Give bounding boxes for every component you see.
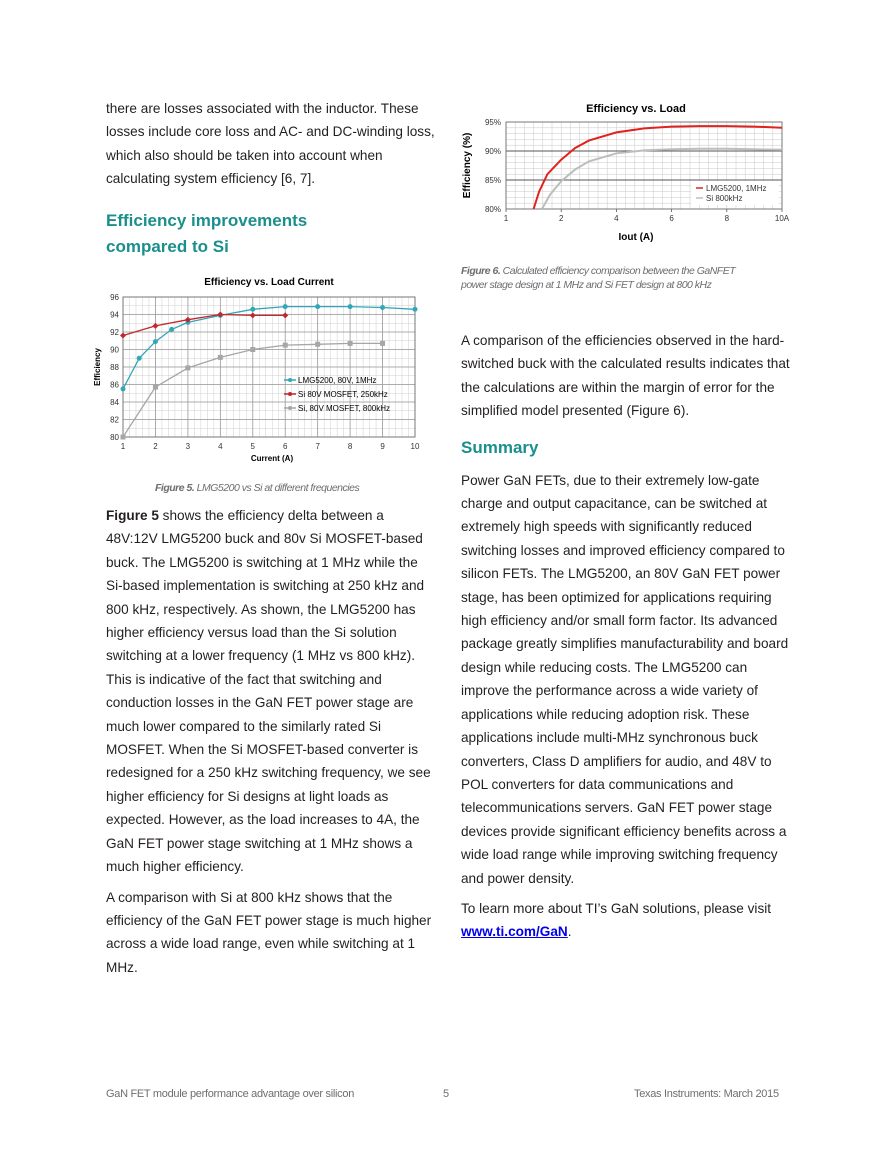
- y-tick-label: 80%: [484, 205, 501, 214]
- footer-title: GaN FET module performance advantage over silicon: [106, 1088, 355, 1100]
- data-point: [315, 304, 320, 309]
- y-tick-label: 90: [110, 345, 119, 355]
- y-tick-label: 82: [110, 415, 119, 425]
- data-point: [283, 304, 288, 309]
- data-point: [153, 339, 158, 344]
- legend-marker: [288, 392, 292, 396]
- y-tick-label: 90%: [484, 147, 501, 156]
- data-point: [120, 333, 126, 339]
- legend-marker: [288, 378, 292, 382]
- x-tick-label: 3: [185, 442, 191, 451]
- legend-label: Si 800kHz: [706, 194, 743, 203]
- ti-gan-link[interactable]: www.ti.com/GaN: [461, 924, 568, 940]
- figure-6-caption-label: Figure 6.: [461, 265, 501, 277]
- paragraph-figure5-discussion: [106, 504, 436, 879]
- x-axis-label: Current (A): [250, 454, 294, 463]
- y-tick-label: 88: [110, 363, 119, 372]
- x-axis-label: Iout (A): [618, 232, 654, 243]
- x-tick-label: 10: [410, 442, 420, 451]
- y-tick-label: 80: [110, 433, 119, 442]
- x-tick-label: 6: [669, 214, 674, 223]
- x-tick-label: 1: [120, 442, 126, 451]
- heading-line-2: compared to Si: [106, 236, 229, 256]
- paragraph-comparison: A comparison of the efficiencies observed in the hard-switched buck with the calculated results indicates that the calculations are within the margin of error for the simplified model presented (Figure 6).: [461, 333, 790, 419]
- footer-page-number: 5: [443, 1088, 449, 1100]
- x-tick-label: 4: [614, 214, 619, 223]
- data-point: [185, 365, 190, 370]
- x-tick-label: 1: [503, 214, 509, 223]
- legend-label: Si 80V MOSFET, 250kHz: [298, 390, 388, 399]
- x-tick-label: 9: [380, 442, 385, 451]
- x-tick-label: 5: [250, 442, 256, 451]
- x-tick-label: 7: [315, 442, 320, 451]
- paragraph-losses: there are losses associated with the inductor. These losses include core loss and AC- and DC-winding loss, which also should be taken into account when calculating system efficiency [6, 7].: [106, 101, 435, 187]
- data-point: [315, 342, 320, 347]
- figure-5-caption: [155, 482, 359, 494]
- data-point: [283, 343, 288, 348]
- x-tick-label: 8: [724, 214, 730, 223]
- figure-5-caption-label: Figure 5.: [155, 482, 195, 494]
- x-tick-label: 4: [218, 442, 223, 451]
- heading-line-1: Efficiency improvements: [106, 210, 308, 230]
- data-point: [169, 327, 174, 332]
- data-point: [413, 307, 418, 312]
- y-tick-label: 94: [110, 310, 119, 320]
- data-point: [380, 305, 385, 310]
- data-point: [348, 341, 353, 346]
- figure-6-chart: [458, 98, 798, 248]
- chart-title: Efficiency vs. Load: [586, 103, 686, 115]
- left-column: [106, 97, 436, 260]
- data-point: [250, 307, 255, 312]
- legend-marker: [288, 406, 292, 410]
- x-tick-label: 2: [558, 214, 564, 223]
- y-tick-label: 84: [110, 398, 119, 407]
- section-heading-efficiency: [106, 208, 436, 260]
- learn-more-text: To learn more about TI’s GaN solutions, please visit: [461, 900, 772, 916]
- figure-6-caption-line-1: Calculated efficiency comparison between the GaNFET: [500, 265, 736, 277]
- y-axis-label: Efficiency: [93, 348, 102, 386]
- paragraph-summary: Power GaN FETs, due to their extremely low-gate charge and output capacitance, can be switched at extremely high speeds with significantly reduced switching losses and improved efficiency compared to silicon FETs. The LMG5200, an 80V GaN FET power stage, has been optimized for applications requiring high efficiency and/or small form factor. Its advanced package greatly simplifies manufacturability and board design while reducing costs. The LMG5200 can improve the performance across a wide variety of applications while reducing adoption risk. These applications include multi-MHz synchronous buck converters, Class D amplifiers for audio, and 48V to POL converters for data communications and telecommunications servers. GaN FET power stage devices provide significant efficiency benefits across a wide load range while improving switching frequency and power density.: [461, 472, 789, 886]
- figure-5-caption-text: LMG5200 vs Si at different frequencies: [194, 482, 360, 494]
- paragraph-si-comparison: A comparison with Si at 800 kHz shows that the efficiency of the GaN FET power stage is much higher across a wide load range, even while switching at 1 MHz.: [106, 889, 432, 975]
- y-tick-label: 96: [110, 293, 119, 302]
- legend-label: Si, 80V MOSFET, 800kHz: [298, 404, 391, 413]
- data-point: [137, 356, 142, 361]
- y-tick-label: 86: [110, 380, 119, 390]
- figure-6-caption: [461, 264, 735, 292]
- chart-title: Efficiency vs. Load Current: [204, 277, 334, 288]
- data-point: [250, 347, 255, 352]
- legend-label: LMG5200, 1MHz: [706, 184, 767, 193]
- y-axis-label: Efficiency (%): [462, 132, 473, 199]
- data-point: [282, 312, 288, 318]
- x-tick-label: 10A: [774, 214, 790, 223]
- paragraph-figure5-text: shows the efficiency delta between a 48V:12V LMG5200 buck and 80v Si MOSFET-based buck. The LMG5200 is switching at 1 MHz while the Si-based implementation is switching at 250 kHz and 800 kHz, respectively. As shown, the LMG5200 has higher efficiency versus load than the Si solution switching at a lower frequency (1 MHz vs 800 kHz). This is indicative of the fact that switching and conduction losses in the GaN FET power stage are much lower compared to the similarly rated Si MOSFET. When the Si MOSFET-based converter is redesigned for a 250 kHz switching frequency, we see higher efficiency for Si designs at light loads as expected. However, as the load increases to 4A, the GaN FET power stage switching at 1 MHz shows a much higher efficiency.: [106, 508, 431, 875]
- footer-publisher-date: Texas Instruments: March 2015: [634, 1088, 779, 1100]
- section-heading-summary: Summary: [461, 437, 539, 457]
- data-point: [152, 323, 158, 329]
- x-tick-label: 2: [153, 442, 158, 451]
- link-suffix: .: [567, 924, 572, 940]
- legend-label: LMG5200, 80V, 1MHz: [298, 376, 377, 385]
- y-tick-label: 85%: [484, 176, 501, 185]
- data-point: [121, 386, 126, 391]
- x-tick-label: 6: [282, 442, 288, 451]
- x-tick-label: 8: [347, 442, 353, 451]
- left-column-lower: [106, 504, 436, 986]
- data-point: [250, 312, 256, 318]
- data-point: [380, 341, 385, 346]
- y-tick-label: 92: [110, 328, 119, 337]
- figure-5-reference: Figure 5: [106, 508, 159, 523]
- figure-6-caption-line-2: power stage design at 1 MHz and Si FET design at 800 kHz: [461, 279, 712, 291]
- data-point: [218, 355, 223, 360]
- data-point: [153, 385, 158, 390]
- y-tick-label: 95%: [484, 118, 501, 127]
- paragraph-learn-more: [461, 897, 791, 944]
- right-column: [461, 329, 791, 951]
- data-point: [348, 304, 353, 309]
- data-point: [121, 435, 126, 440]
- figure-5-chart: [88, 270, 428, 470]
